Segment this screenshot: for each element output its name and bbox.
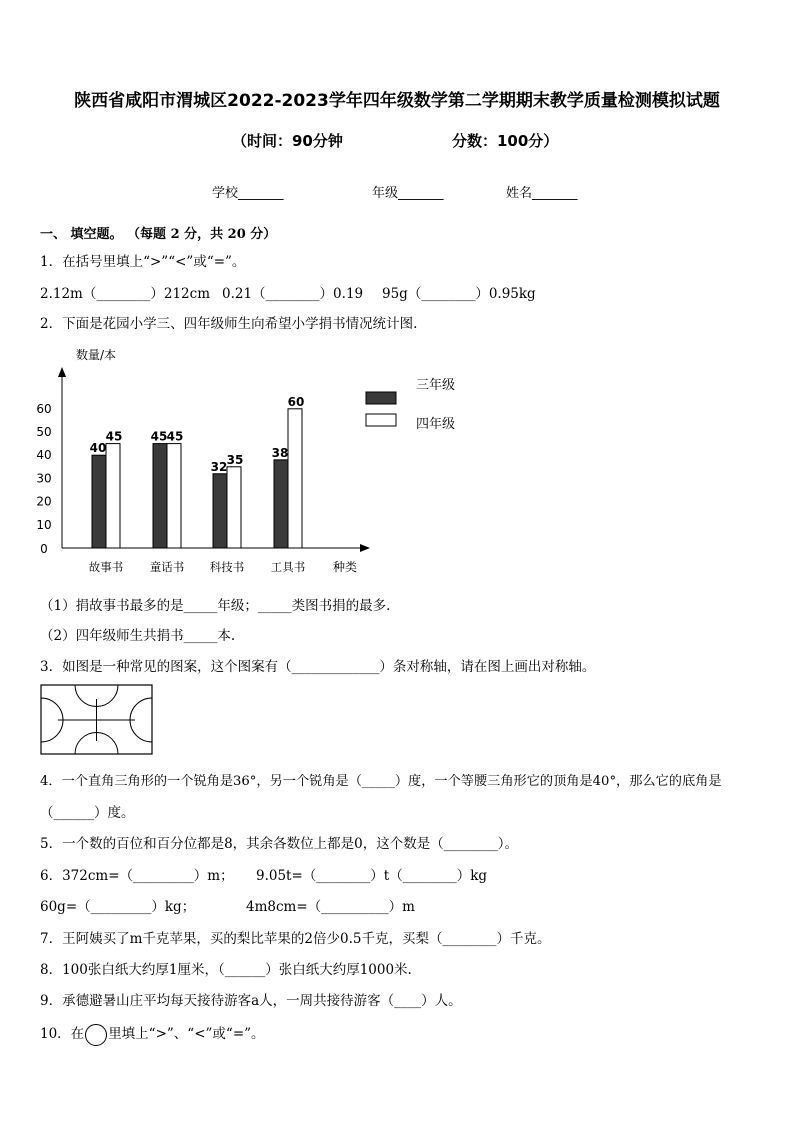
- bar-value-label: 60: [287, 394, 305, 409]
- q6-item-d[interactable]: 4m8cm=（__________）m: [246, 899, 415, 915]
- bar-三年级-工具书: [274, 460, 288, 548]
- x-tick-label: 科技书: [209, 560, 245, 574]
- legend-swatch-四年级: [366, 414, 396, 426]
- bar-四年级-童话书: [167, 444, 181, 548]
- exam-time: （时间：90分钟: [232, 132, 343, 150]
- y-tick-label: 50: [36, 425, 52, 439]
- page-title: 陕西省咸阳市渭城区2022-2023学年四年级数学第二学期期末教学质量检测模拟试题: [74, 91, 720, 111]
- bar-value-label: 35: [226, 452, 244, 467]
- q1-item-a[interactable]: 2.12m（________）212cm: [40, 286, 210, 302]
- question-5: 5．一个数的百位和百分位都是8，其余各数位上都是0，这个数是（________）。: [40, 836, 519, 852]
- q10-suffix: 里填上“>”、“<”或“=”。: [108, 1026, 265, 1042]
- q2-sub1: （1）捐故事书最多的是_____年级；_____类图书捐的最多.: [40, 598, 391, 614]
- bar-四年级-工具书: [288, 409, 302, 548]
- bar-四年级-故事书: [106, 444, 120, 548]
- legend-swatch-三年级: [366, 392, 396, 404]
- question-4-line2[interactable]: （______）度。: [40, 805, 135, 821]
- question-7: 7．王阿姨买了m千克苹果，买的梨比苹果的2倍少0.5千克，买梨（________）千克。: [40, 931, 551, 947]
- exam-score: 分数：100分）: [452, 132, 559, 150]
- question-2: 2．下面是花园小学三、四年级师生向希望小学捐书情况统计图.: [40, 316, 418, 332]
- bar-value-label: 38: [271, 445, 289, 460]
- q6-item-a[interactable]: 6．372cm=（_________）m；: [40, 868, 234, 884]
- x-tick-label: 故事书: [88, 560, 124, 574]
- x-tick-label: 工具书: [270, 560, 306, 574]
- q1-item-b[interactable]: 0.21（________）0.19: [222, 286, 364, 302]
- school-field[interactable]: 学校_______: [212, 186, 284, 201]
- bar-三年级-科技书: [213, 474, 227, 548]
- bar-三年级-童话书: [153, 444, 167, 548]
- x-tick-label: 童话书: [149, 560, 185, 574]
- x-axis-arrow-icon: [360, 544, 370, 552]
- y-tick-label: 30: [36, 471, 52, 486]
- question-1: 1．在括号里填上“>”“<”或“=”。: [40, 254, 246, 270]
- symmetry-pattern-figure[interactable]: [40, 684, 154, 756]
- legend-label: 四年级: [416, 417, 456, 432]
- question-3: 3．如图是一种常见的图案，这个图案有（_____________）条对称轴，请在图上画出对称轴。: [40, 659, 596, 675]
- y-tick-label: 10: [36, 517, 52, 532]
- y-tick-label: 60: [36, 401, 52, 416]
- grade-field[interactable]: 年级_______: [372, 186, 444, 201]
- q6-item-b[interactable]: 9.05t=（________）t（________）kg: [256, 868, 488, 884]
- q10-prefix: 10．在: [40, 1026, 85, 1042]
- bar-value-label: 32: [210, 459, 228, 474]
- bar-value-label: 45: [150, 429, 168, 444]
- question-8: 8．100张白纸大约厚1厘米，（______）张白纸大约厚1000米.: [40, 962, 412, 978]
- y-tick-label: 40: [36, 448, 52, 463]
- bar-四年级-科技书: [227, 467, 241, 548]
- y-axis-label: 数量/本: [76, 348, 117, 362]
- bar-chart: [30, 340, 490, 585]
- bar-value-label: 45: [166, 429, 184, 444]
- bar-value-label: 45: [105, 429, 123, 444]
- q1-item-c[interactable]: 95g（________）0.95kg: [382, 286, 536, 302]
- bar-三年级-故事书: [92, 455, 106, 548]
- section-heading: 一、 填空题。 （每题 2 分，共 20 分）: [40, 227, 277, 242]
- question-4-line1: 4．一个直角三角形的一个锐角是36°，另一个锐角是（_____）度，一个等腰三角形它的顶角是40°，那么它的底角是: [40, 774, 722, 789]
- compare-circle-icon[interactable]: [85, 1024, 107, 1046]
- y-tick-label: 0: [40, 542, 48, 556]
- legend-label: 三年级: [416, 378, 456, 393]
- y-axis-arrow-icon: [58, 367, 66, 377]
- question-9: 9．承德避暑山庄平均每天接待游客a人，一周共接待游客（____）人。: [40, 993, 462, 1009]
- x-axis-label: 种类: [333, 560, 358, 574]
- question-10: [40, 1022, 265, 1046]
- q2-sub2: （2）四年级师生共捐书_____本.: [40, 628, 236, 644]
- name-field[interactable]: 姓名_______: [506, 186, 578, 201]
- y-tick-label: 20: [36, 494, 52, 509]
- q6-item-c[interactable]: 60g=（_________）kg；: [40, 899, 196, 915]
- bar-value-label: 40: [89, 441, 107, 456]
